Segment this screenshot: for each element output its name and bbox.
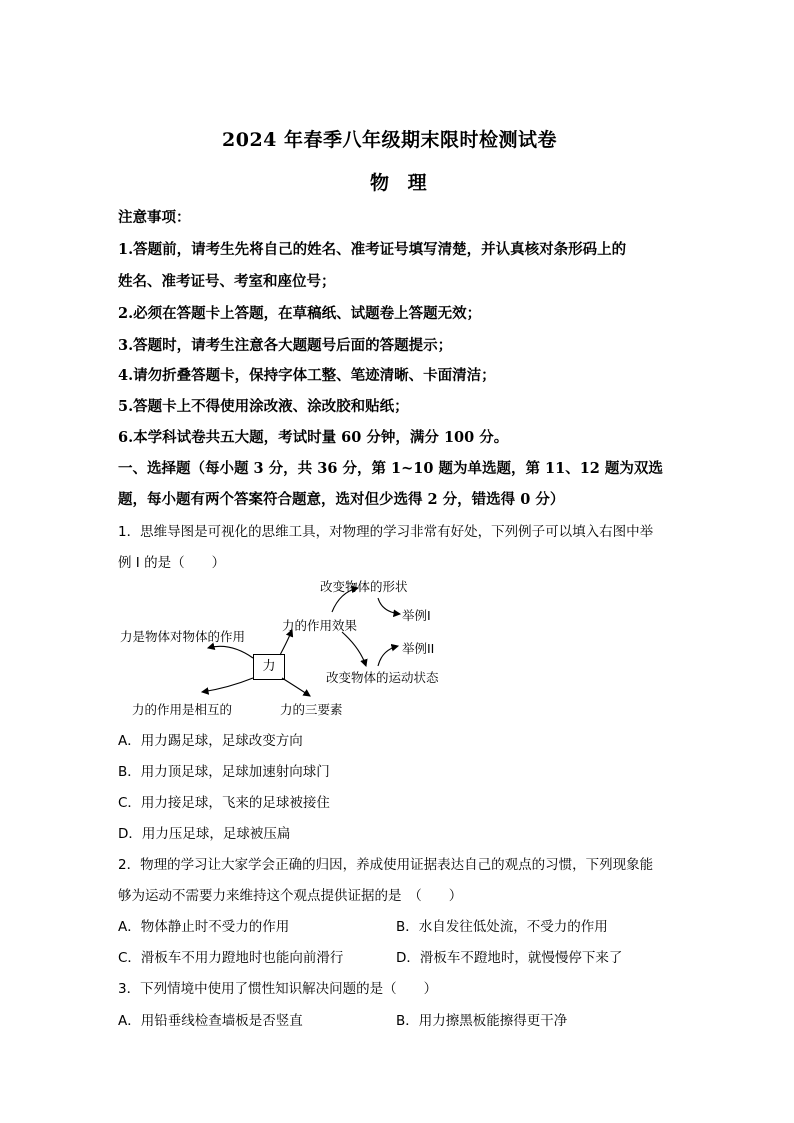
notice-item: 6.本学科试卷共五大题，考试时量 60 分钟，满分 100 分。 bbox=[118, 429, 509, 446]
notice-item: 5.答题卡上不得使用涂改液、涂改胶和贴纸； bbox=[118, 398, 409, 415]
diagram-label-three-elements: 力的三要素 bbox=[280, 702, 343, 717]
diagram-label-change-shape: 改变物体的形状 bbox=[320, 579, 408, 594]
question-1-text: 1．思维导图是可视化的思维工具，对物理的学习非常有好处，下列例子可以填入右图中举 bbox=[118, 524, 654, 540]
notice-item: 姓名、准考证号、考室和座位号； bbox=[118, 273, 336, 290]
diagram-label-example-2: 举例II bbox=[402, 641, 435, 656]
q1-option-b: B．用力顶足球，足球加速射向球门 bbox=[118, 764, 330, 780]
notice-item: 4.请勿折叠答题卡，保持字体工整、笔迹清晰、卡面清洁； bbox=[118, 367, 496, 384]
notice-item: 1.答题前，请考生先将自己的姓名、准考证号填写清楚，并认真核对条形码上的 bbox=[118, 241, 627, 258]
exam-title: 2024 年春季八年级期末限时检测试卷 bbox=[222, 129, 557, 151]
subject-title: 物 理 bbox=[370, 172, 433, 194]
arrow-to-mutual bbox=[202, 678, 253, 692]
question-1-text-cont: 例 I 的是（ ） bbox=[118, 555, 226, 571]
notice-heading: 注意事项： bbox=[118, 209, 191, 226]
q3-option-b: B．用力擦黑板能擦得更干净 bbox=[396, 1013, 568, 1029]
q2-option-d: D．滑板车不蹬地时，就慢慢停下来了 bbox=[396, 950, 623, 966]
force-box: 力 bbox=[253, 654, 285, 680]
notice-item: 3.答题时，请考生注意各大题题号后面的答题提示； bbox=[118, 337, 453, 354]
question-2-text-cont: 够为运动不需要力来维持这个观点提供证据的是 （ ） bbox=[118, 888, 463, 904]
mind-map-diagram bbox=[110, 570, 470, 725]
q1-option-d: D．用力压足球，足球被压扁 bbox=[118, 826, 291, 842]
arrow-to-change-motion bbox=[342, 632, 366, 666]
q2-option-b: B．水自发往低处流，不受力的作用 bbox=[396, 919, 608, 935]
diagram-label-example-1: 举例I bbox=[402, 608, 431, 623]
diagram-label-definition: 力是物体对物体的作用 bbox=[120, 629, 246, 644]
arrow-to-three-elements bbox=[282, 678, 310, 696]
q1-option-a: A．用力踢足球，足球改变方向 bbox=[118, 733, 303, 749]
diagram-label-effect: 力的作用效果 bbox=[282, 618, 358, 633]
notice-item: 2.必须在答题卡上答题，在草稿纸、试题卷上答题无效； bbox=[118, 305, 482, 322]
q3-option-a: A．用铅垂线检查墙板是否竖直 bbox=[118, 1013, 303, 1029]
arrow-to-example-2 bbox=[378, 646, 398, 666]
diagram-label-change-motion: 改变物体的运动状态 bbox=[326, 670, 439, 685]
diagram-label-mutual: 力的作用是相互的 bbox=[132, 702, 233, 717]
arrow-to-example-1 bbox=[378, 598, 400, 614]
arrow-to-definition bbox=[208, 646, 253, 658]
question-2-text: 2．物理的学习让大家学会正确的归因，养成使用证据表达自己的观点的习惯，下列现象能 bbox=[118, 857, 654, 873]
section-heading: 一、选择题（每小题 3 分，共 36 分，第 1~10 题为单选题，第 11、12 题为双选 bbox=[118, 460, 663, 477]
section-heading-cont: 题，每小题有两个答案符合题意，选对但少选得 2 分，错选得 0 分） bbox=[118, 491, 565, 508]
q1-option-c: C．用力接足球，飞来的足球被接住 bbox=[118, 795, 330, 811]
q2-option-c: C．滑板车不用力蹬地时也能向前滑行 bbox=[118, 950, 344, 966]
question-3-text: 3．下列情境中使用了惯性知识解决问题的是（ ） bbox=[118, 981, 438, 997]
q2-option-a: A．物体静止时不受力的作用 bbox=[118, 919, 290, 935]
